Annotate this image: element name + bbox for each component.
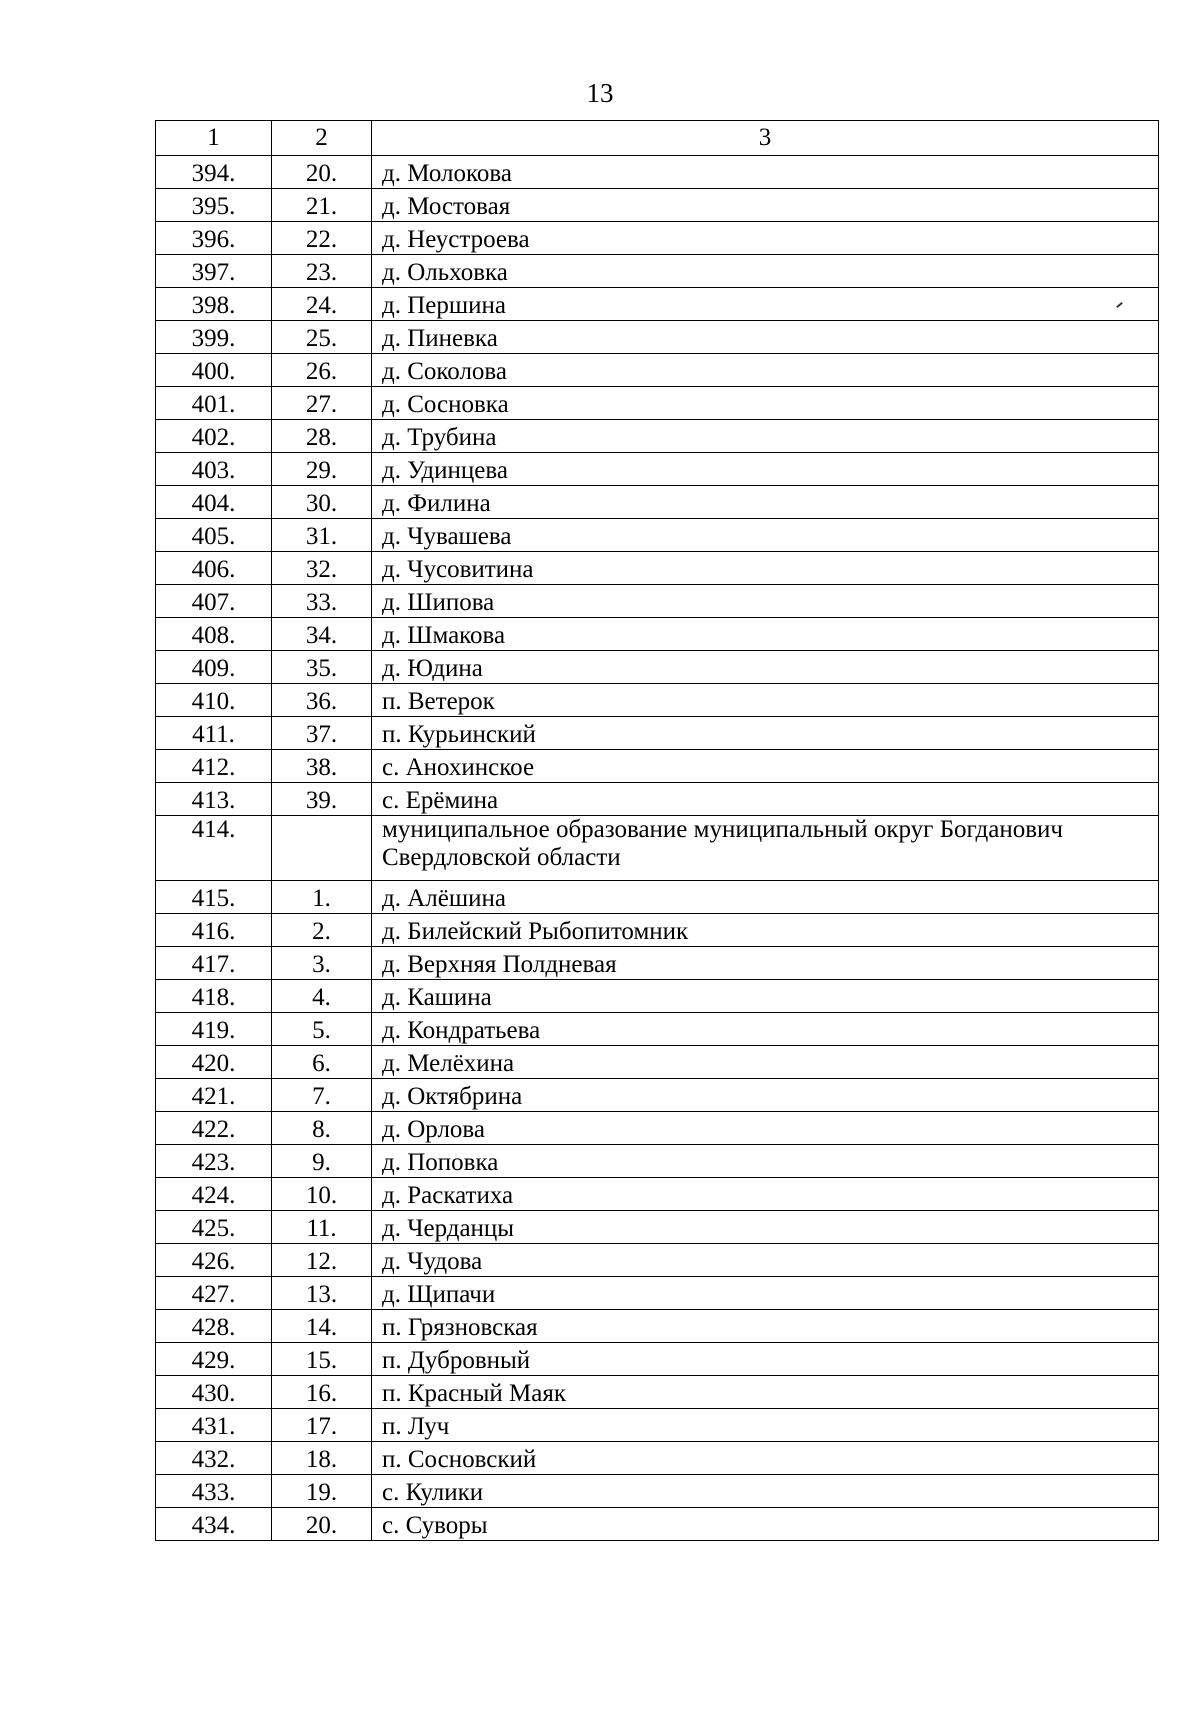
settlement-name-cell: с. Анохинское: [372, 750, 1159, 783]
table-row: [156, 980, 1159, 1013]
settlement-name-cell: д. Орлова: [372, 1112, 1159, 1145]
table-row: [156, 1178, 1159, 1211]
row-number-cell: 397.: [156, 255, 272, 288]
sub-number-cell: 12.: [272, 1244, 372, 1277]
sub-number-cell: 25.: [272, 321, 372, 354]
row-number-cell: 407.: [156, 585, 272, 618]
sub-number-cell: 33.: [272, 585, 372, 618]
header-row: [156, 121, 1159, 156]
table-row: [156, 552, 1159, 585]
row-number-cell: 415.: [156, 881, 272, 914]
settlement-name-cell: д. Молокова: [372, 156, 1159, 189]
settlement-name-cell: п. Дубровный: [372, 1343, 1159, 1376]
header-cell-col-3: 3: [372, 121, 1159, 156]
row-number-cell: 421.: [156, 1079, 272, 1112]
row-number-cell: 418.: [156, 980, 272, 1013]
sub-number-cell: 28.: [272, 420, 372, 453]
sub-number-cell: 11.: [272, 1211, 372, 1244]
row-number-cell: 425.: [156, 1211, 272, 1244]
settlement-name-cell: д. Алёшина: [372, 881, 1159, 914]
row-number-cell: 409.: [156, 651, 272, 684]
table-row: [156, 519, 1159, 552]
settlement-name-cell: п. Сосновский: [372, 1442, 1159, 1475]
settlement-name-cell: д. Першина: [372, 288, 1159, 321]
row-number-cell: 422.: [156, 1112, 272, 1145]
table-row: [156, 1079, 1159, 1112]
settlement-name-cell: п. Красный Маяк: [372, 1376, 1159, 1409]
sub-number-cell: 17.: [272, 1409, 372, 1442]
table-row: [156, 1112, 1159, 1145]
sub-number-cell: 8.: [272, 1112, 372, 1145]
table-row: [156, 1310, 1159, 1343]
settlement-name-cell: д. Октябрина: [372, 1079, 1159, 1112]
sub-number-cell: 24.: [272, 288, 372, 321]
sub-number-cell: 38.: [272, 750, 372, 783]
table-row: [156, 1277, 1159, 1310]
sub-number-cell: 29.: [272, 453, 372, 486]
table-row: [156, 255, 1159, 288]
sub-number-cell: 23.: [272, 255, 372, 288]
row-number-cell: 427.: [156, 1277, 272, 1310]
settlement-name-cell: п. Грязновская: [372, 1310, 1159, 1343]
row-number-cell: 430.: [156, 1376, 272, 1409]
sub-number-cell: 7.: [272, 1079, 372, 1112]
table-row: [156, 1475, 1159, 1508]
page-number: 13: [586, 78, 614, 108]
row-number-cell: 431.: [156, 1409, 272, 1442]
table-row: [156, 486, 1159, 519]
table-row: [156, 354, 1159, 387]
row-number-cell: 413.: [156, 783, 272, 816]
row-number-cell: 403.: [156, 453, 272, 486]
settlement-name-cell: д. Чувашева: [372, 519, 1159, 552]
settlement-name-cell: д. Верхняя Полдневая: [372, 947, 1159, 980]
table-row-municipality: [156, 816, 1159, 881]
sub-number-cell: 5.: [272, 1013, 372, 1046]
sub-number-cell: 19.: [272, 1475, 372, 1508]
table-row: [156, 387, 1159, 420]
settlement-name-cell: д. Юдина: [372, 651, 1159, 684]
row-number-cell: 401.: [156, 387, 272, 420]
sub-number-cell: [272, 816, 372, 881]
sub-number-cell: 27.: [272, 387, 372, 420]
table-row: [156, 1145, 1159, 1178]
settlement-name-cell: д. Мелёхина: [372, 1046, 1159, 1079]
settlement-name-cell: д. Чудова: [372, 1244, 1159, 1277]
sub-number-cell: 10.: [272, 1178, 372, 1211]
table-row: [156, 1013, 1159, 1046]
row-number-cell: 396.: [156, 222, 272, 255]
row-number-cell: 405.: [156, 519, 272, 552]
row-number-cell: 411.: [156, 717, 272, 750]
sub-number-cell: 37.: [272, 717, 372, 750]
settlement-name-cell: д. Пиневка: [372, 321, 1159, 354]
sub-number-cell: 39.: [272, 783, 372, 816]
settlement-name-cell: д. Ольховка: [372, 255, 1159, 288]
settlement-name-cell: д. Неустроева: [372, 222, 1159, 255]
table-row: [156, 1409, 1159, 1442]
row-number-cell: 399.: [156, 321, 272, 354]
row-number-cell: 400.: [156, 354, 272, 387]
row-number-cell: 434.: [156, 1508, 272, 1541]
row-number-cell: 433.: [156, 1475, 272, 1508]
settlement-name-cell: д. Соколова: [372, 354, 1159, 387]
table-body: [156, 156, 1159, 1541]
table-row: [156, 684, 1159, 717]
settlement-name-cell: с. Кулики: [372, 1475, 1159, 1508]
settlement-name-cell: д. Мостовая: [372, 189, 1159, 222]
sub-number-cell: 3.: [272, 947, 372, 980]
row-number-cell: 417.: [156, 947, 272, 980]
row-number-cell: 416.: [156, 914, 272, 947]
sub-number-cell: 1.: [272, 881, 372, 914]
settlement-name-cell: д. Черданцы: [372, 1211, 1159, 1244]
sub-number-cell: 4.: [272, 980, 372, 1013]
row-number-cell: 423.: [156, 1145, 272, 1178]
table-row: [156, 222, 1159, 255]
settlement-name-cell: с. Суворы: [372, 1508, 1159, 1541]
sub-number-cell: 20.: [272, 1508, 372, 1541]
sub-number-cell: 20.: [272, 156, 372, 189]
sub-number-cell: 34.: [272, 618, 372, 651]
row-number-cell: 412.: [156, 750, 272, 783]
table-row: [156, 156, 1159, 189]
sub-number-cell: 14.: [272, 1310, 372, 1343]
row-number-cell: 404.: [156, 486, 272, 519]
table-header: [156, 121, 1159, 156]
sub-number-cell: 9.: [272, 1145, 372, 1178]
settlement-name-cell: д. Поповка: [372, 1145, 1159, 1178]
settlement-name-cell: д. Удинцева: [372, 453, 1159, 486]
settlement-name-cell: д. Шмакова: [372, 618, 1159, 651]
table-row: [156, 420, 1159, 453]
row-number-cell: 398.: [156, 288, 272, 321]
table-row: [156, 1343, 1159, 1376]
table-row: [156, 288, 1159, 321]
sub-number-cell: 36.: [272, 684, 372, 717]
settlement-name-cell: д. Раскатиха: [372, 1178, 1159, 1211]
table-row: [156, 1244, 1159, 1277]
table-row: [156, 783, 1159, 816]
table-row: [156, 651, 1159, 684]
sub-number-cell: 22.: [272, 222, 372, 255]
row-number-cell: 420.: [156, 1046, 272, 1079]
table-row: [156, 717, 1159, 750]
row-number-cell: 429.: [156, 1343, 272, 1376]
sub-number-cell: 21.: [272, 189, 372, 222]
table-row: [156, 881, 1159, 914]
municipality-name-cell: муниципальное образование муниципальный округ Богданович Свердловской области: [372, 816, 1159, 881]
row-number-cell: 408.: [156, 618, 272, 651]
sub-number-cell: 13.: [272, 1277, 372, 1310]
table-row: [156, 914, 1159, 947]
sub-number-cell: 15.: [272, 1343, 372, 1376]
row-number-cell: 424.: [156, 1178, 272, 1211]
settlement-name-cell: д. Сосновка: [372, 387, 1159, 420]
table-row: [156, 618, 1159, 651]
row-number-cell: 414.: [156, 816, 272, 881]
table-row: [156, 1508, 1159, 1541]
sub-number-cell: 31.: [272, 519, 372, 552]
sub-number-cell: 32.: [272, 552, 372, 585]
table-row: [156, 947, 1159, 980]
settlement-name-cell: д. Кондратьева: [372, 1013, 1159, 1046]
settlement-name-cell: п. Ветерок: [372, 684, 1159, 717]
row-number-cell: 395.: [156, 189, 272, 222]
sub-number-cell: 18.: [272, 1442, 372, 1475]
row-number-cell: 394.: [156, 156, 272, 189]
sub-number-cell: 26.: [272, 354, 372, 387]
header-cell-col-2: 2: [272, 121, 372, 156]
row-number-cell: 410.: [156, 684, 272, 717]
row-number-cell: 426.: [156, 1244, 272, 1277]
sub-number-cell: 35.: [272, 651, 372, 684]
table-row: [156, 1211, 1159, 1244]
table-row: [156, 1442, 1159, 1475]
table-row: [156, 750, 1159, 783]
sub-number-cell: 30.: [272, 486, 372, 519]
row-number-cell: 419.: [156, 1013, 272, 1046]
settlement-name-cell: п. Луч: [372, 1409, 1159, 1442]
settlements-table: [155, 120, 1159, 1541]
row-number-cell: 402.: [156, 420, 272, 453]
row-number-cell: 406.: [156, 552, 272, 585]
settlement-name-cell: д. Чусовитина: [372, 552, 1159, 585]
settlement-name-cell: д. Трубина: [372, 420, 1159, 453]
settlement-name-cell: с. Ерёмина: [372, 783, 1159, 816]
settlement-name-cell: п. Курьинский: [372, 717, 1159, 750]
sub-number-cell: 16.: [272, 1376, 372, 1409]
table-row: [156, 321, 1159, 354]
settlement-name-cell: д. Билейский Рыбопитомник: [372, 914, 1159, 947]
sub-number-cell: 6.: [272, 1046, 372, 1079]
table-row: [156, 453, 1159, 486]
row-number-cell: 432.: [156, 1442, 272, 1475]
header-cell-col-1: 1: [156, 121, 272, 156]
settlement-name-cell: д. Щипачи: [372, 1277, 1159, 1310]
table-row: [156, 1046, 1159, 1079]
table-row: [156, 189, 1159, 222]
settlement-name-cell: д. Шипова: [372, 585, 1159, 618]
table-row: [156, 1376, 1159, 1409]
sub-number-cell: 2.: [272, 914, 372, 947]
settlement-name-cell: д. Филина: [372, 486, 1159, 519]
row-number-cell: 428.: [156, 1310, 272, 1343]
table-row: [156, 585, 1159, 618]
settlement-name-cell: д. Кашина: [372, 980, 1159, 1013]
